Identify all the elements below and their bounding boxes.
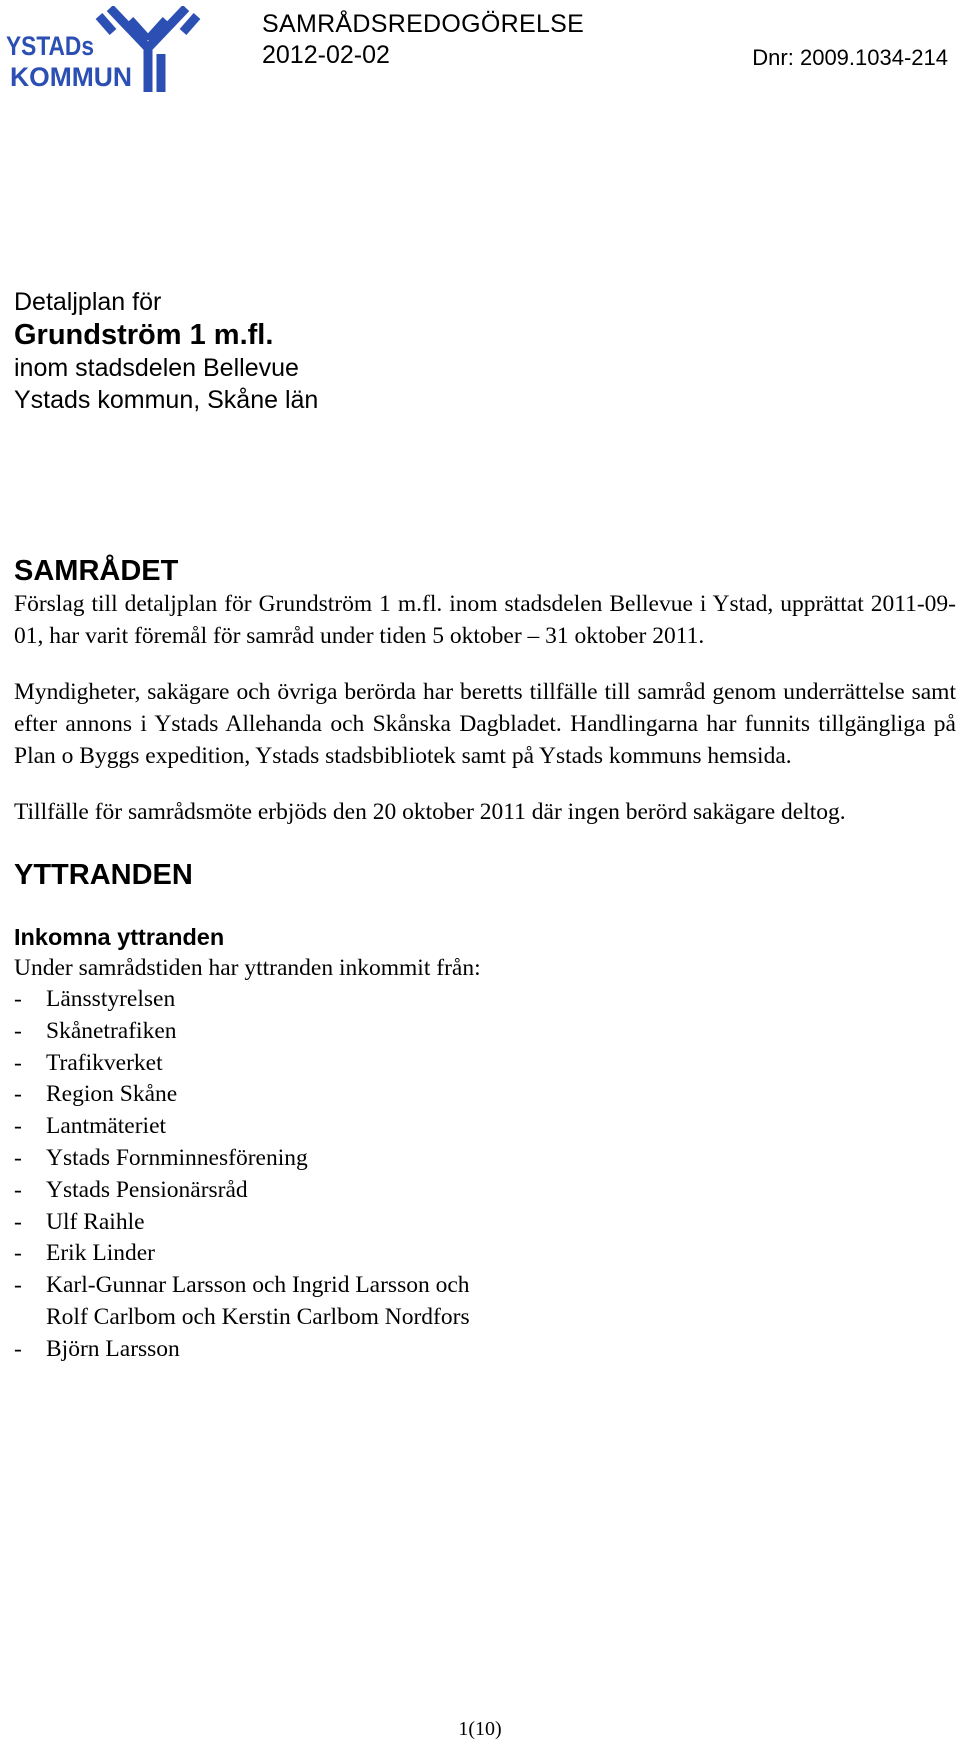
list-dash: - [14,1272,22,1299]
yttranden-intro: Under samrådstiden har yttranden inkommit från: [14,955,481,981]
respondent-list [14,984,956,1366]
list-item [14,1079,956,1111]
document-date: 2012-02-02 [262,41,390,69]
list-dash: - [14,1240,22,1267]
list-item [14,1016,956,1048]
list-item-text: Erik Linder [46,1240,155,1267]
section-heading-yttranden: YTTRANDEN [14,859,193,891]
plan-municipality: Ystads kommun, Skåne län [14,386,319,414]
list-dash: - [14,1049,22,1076]
section-heading-samradet: SAMRÅDET [14,555,179,587]
ystads-kommun-logo [6,6,218,94]
plan-title-block [14,286,318,416]
list-dash: - [14,986,22,1012]
list-item-text-continued: Rolf Carlbom och Kerstin Carlbom Nordfors [46,1303,470,1330]
list-item-text: Region Skåne [46,1081,178,1108]
list-item-text: Skånetrafiken [46,1017,177,1044]
list-item [14,984,956,1016]
svg-text:KOMMUN: KOMMUN [10,62,132,92]
list-item-text: Ystads Pensionärsråd [46,1176,248,1203]
paragraph-consultation: Myndigheter, sakägare och övriga berörda har beretts tillfälle till samråd genom underrättelse samt efter annons i Ystads Allehanda och Skånska Dagbladet. Handlingarna har funnits tillgängliga på Plan o Byggs expedition, Ystads stadsbibliotek samt på Ystads kommuns hemsida. [14,679,956,769]
list-item-text: Lantmäteriet [46,1113,167,1140]
list-dash: - [14,1017,22,1044]
diary-number: Dnr: 2009.1034-214 [752,45,948,70]
list-dash: - [14,1144,22,1171]
paragraph-meeting: Tillfälle för samrådsmöte erbjöds den 20 oktober 2011 där ingen berörd sakägare deltog. [14,799,846,825]
list-item-text: Ulf Raihle [46,1208,145,1235]
document-body [14,554,956,1366]
list-item-text: Ystads Fornminnesförening [46,1144,308,1171]
svg-text:YSTADs: YSTADs [6,31,94,61]
list-item [14,1238,956,1270]
list-item-text: Björn Larsson [46,1335,180,1362]
page-number: 1(10) [458,1718,502,1740]
list-item [14,1048,956,1080]
list-item [14,1270,956,1334]
list-item-text: Karl-Gunnar Larsson och Ingrid Larsson och [46,1272,470,1299]
plan-district: inom stadsdelen Bellevue [14,354,299,382]
list-dash: - [14,1335,22,1362]
list-dash: - [14,1176,22,1203]
document-type: SAMRÅDSREDOGÖRELSE [262,10,585,38]
list-dash: - [14,1081,22,1108]
list-item [14,1207,956,1239]
list-dash: - [14,1208,22,1235]
paragraph-proposal: Förslag till detaljplan för Grundström 1 m.fl. inom stadsdelen Bellevue i Ystad, upprättat 2011-09-01, har varit föremål för samråd under tiden 5 oktober – 31 oktober 2011. [14,591,956,649]
list-item-text: Trafikverket [46,1049,163,1076]
plan-type: Detaljplan för [14,288,162,316]
list-item [14,1111,956,1143]
list-item [14,1175,956,1207]
list-dash: - [14,1113,22,1140]
subheading-inkomna: Inkomna yttranden [14,924,225,950]
list-item [14,1143,956,1175]
list-item-text: Länsstyrelsen [46,986,176,1012]
list-item [14,1334,956,1366]
plan-name: Grundström 1 m.fl. [14,319,274,351]
